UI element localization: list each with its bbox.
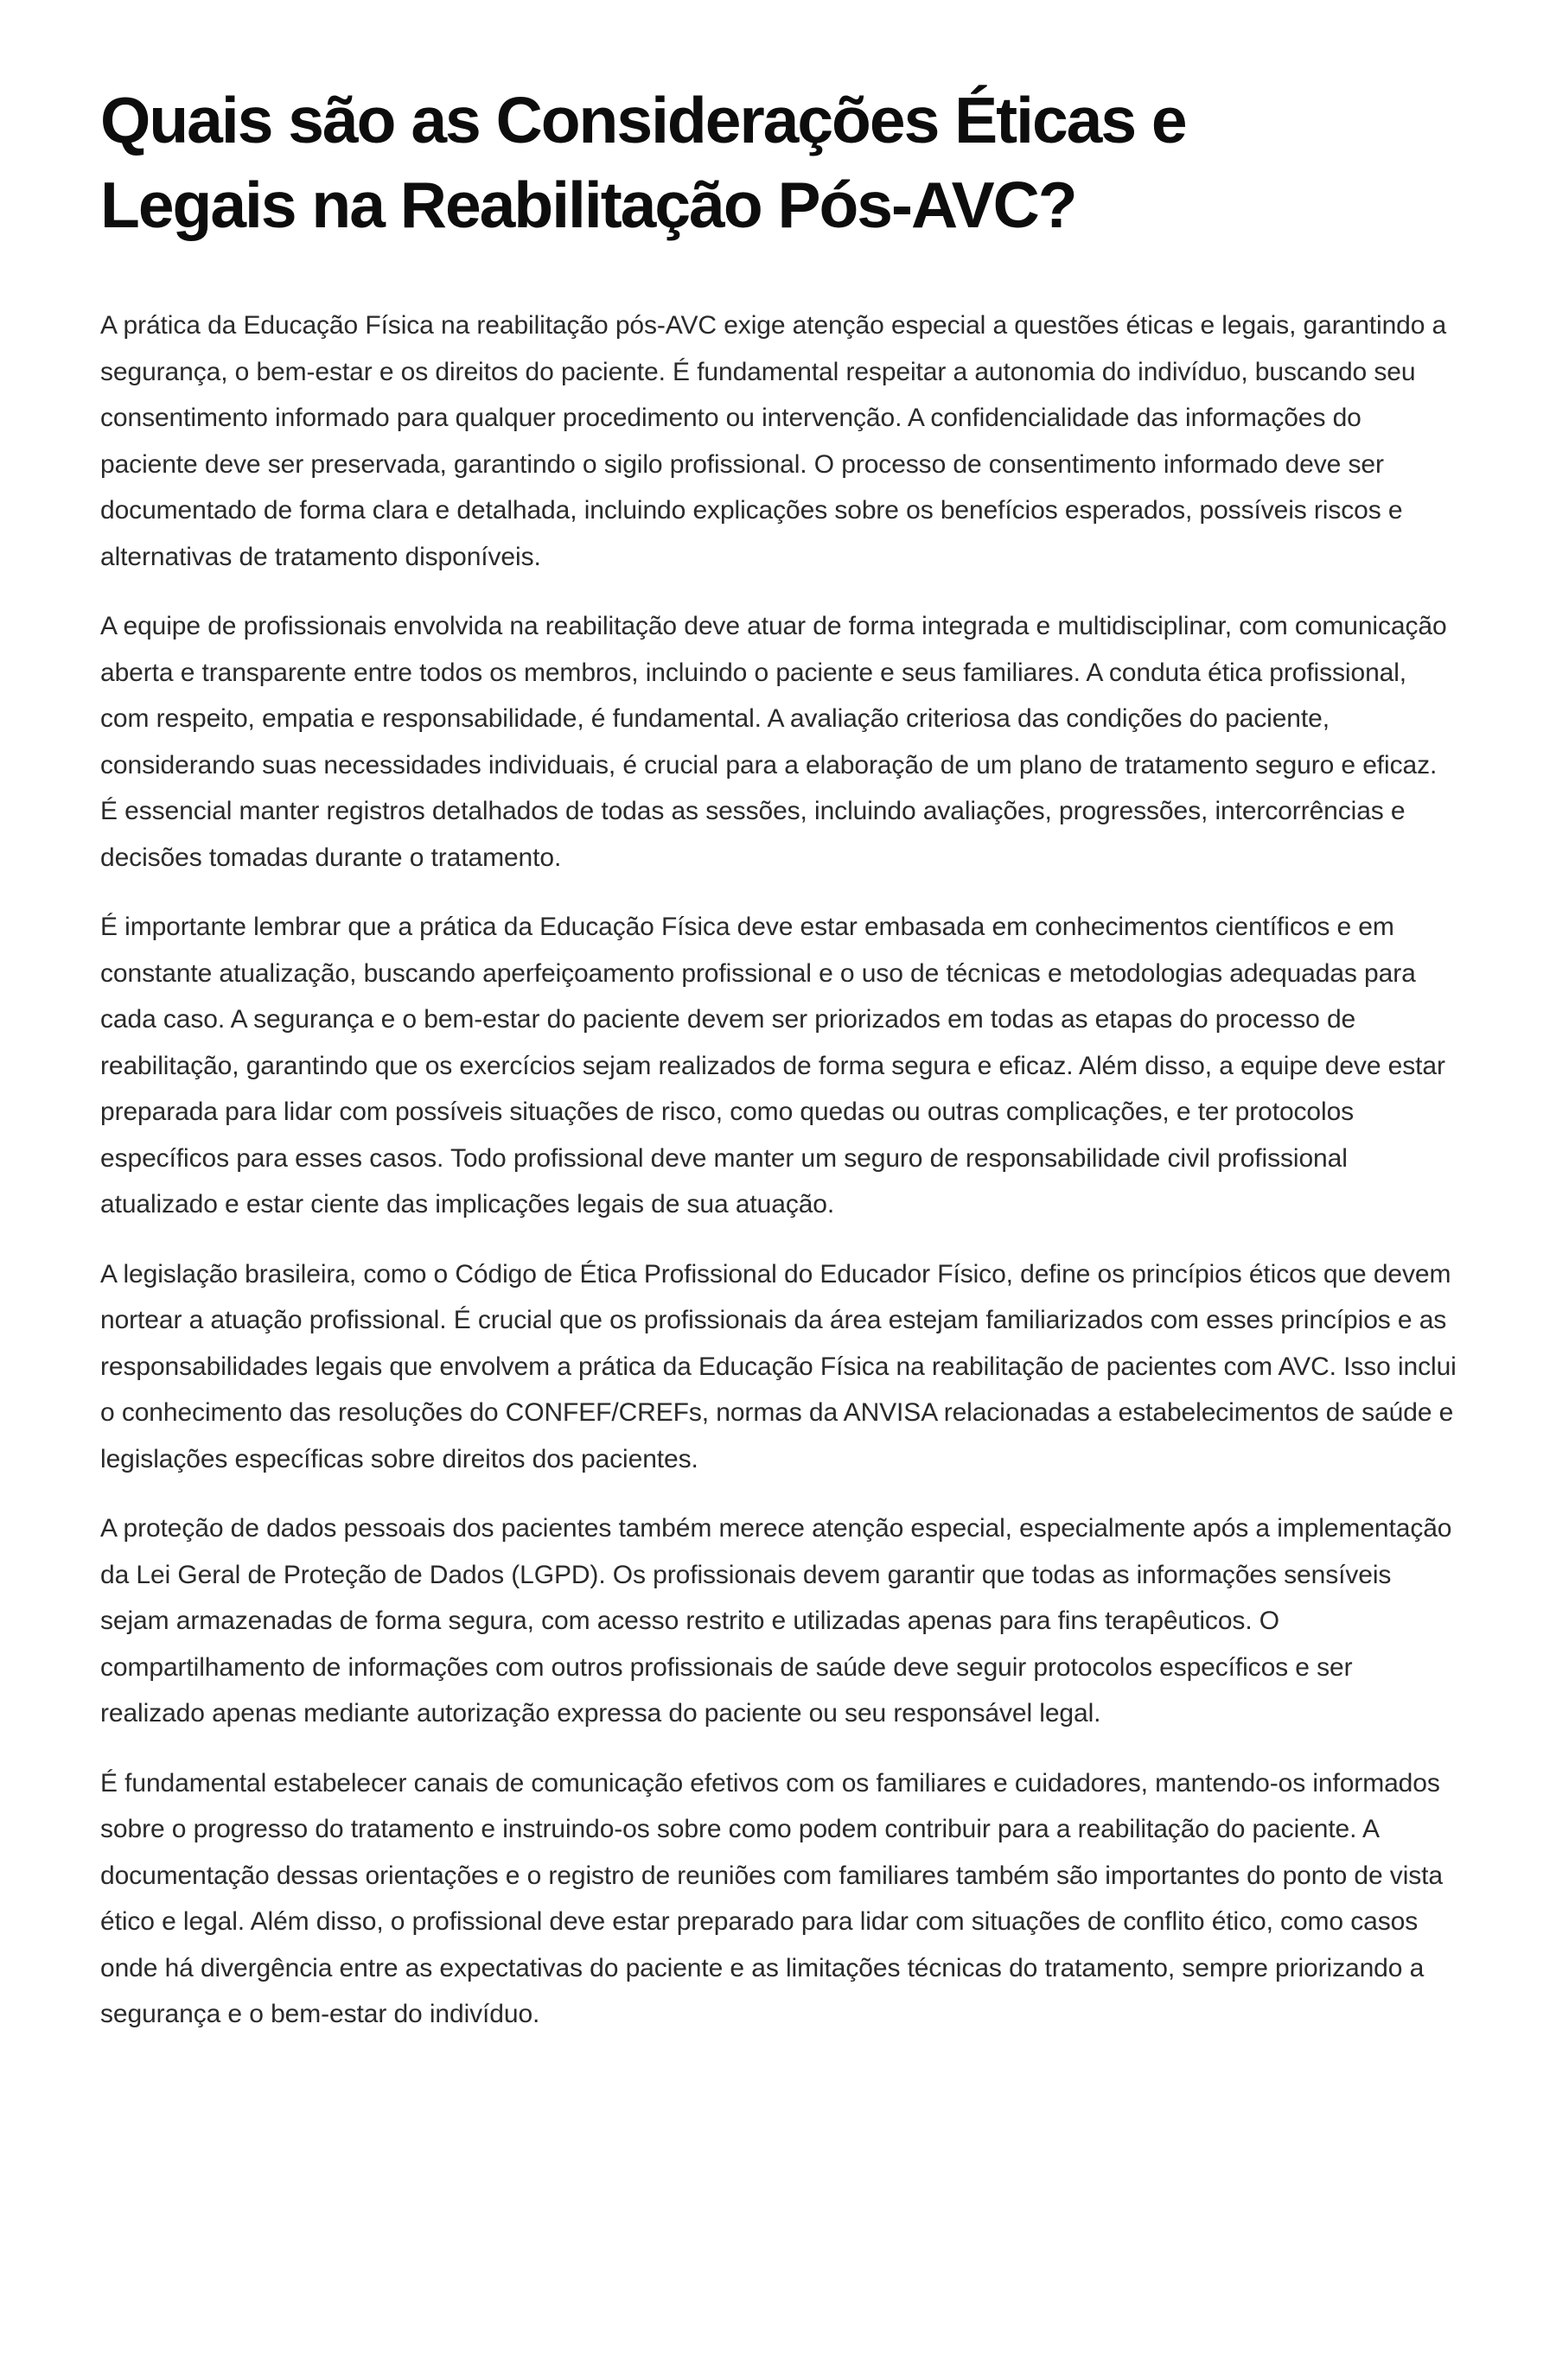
paragraph-6: É fundamental estabelecer canais de comunicação efetivos com os familiares e cuidadores, mantendo-os informados sobre o progresso do tratamento e instruindo-os sobre como podem contribuir para a reabilitação do paciente. A documentação dessas orientações e o registro de reuniões com familiares também são importantes do ponto de vista ético e legal. Além disso, o profissional deve estar preparado para lidar com situações de conflito ético, como casos onde há divergência entre as expectativas do paciente e as limitações técnicas do tratamento, sempre priorizando a segurança e o bem-estar do indivíduo.: [100, 1768, 1443, 2028]
paragraph-5: A proteção de dados pessoais dos pacientes também merece atenção especial, especialmente após a implementação da Lei Geral de Proteção de Dados (LGPD). Os profissionais devem garantir que todas as informações sensíveis sejam armazenadas de forma segura, com acesso restrito e utilizadas apenas para fins terapêuticos. O compartilhamento de informações com outros profissionais de saúde deve seguir protocolos específicos e ser realizado apenas mediante autorização expressa do paciente ou seu responsável legal.: [100, 1514, 1452, 1728]
paragraph-3: É importante lembrar que a prática da Educação Física deve estar embasada em conhecimentos científicos e em constante atualização, buscando aperfeiçoamento profissional e o uso de técnicas e metodologias adequadas para cada caso. A segurança e o bem-estar do paciente devem ser priorizados em todas as etapas do processo de reabilitação, garantindo que os exercícios sejam realizados de forma segura e eficaz. Além disso, a equipe deve estar preparada para lidar com possíveis situações de risco, como quedas ou outras complicações, e ter protocolos específicos para esses casos. Todo profissional deve manter um seguro de responsabilidade civil profissional atualizado e estar ciente das implicações legais de sua atuação.: [100, 913, 1445, 1219]
paragraph-2: A equipe de profissionais envolvida na reabilitação deve atuar de forma integrada e multidisciplinar, com comunicação aberta e transparente entre todos os membros, incluindo o paciente e seus familiares. A conduta ética profissional, com respeito, empatia e responsabilidade, é fundamental. A avaliação criteriosa das condições do paciente, considerando suas necessidades individuais, é crucial para a elaboração de um plano de tratamento seguro e eficaz. É essencial manter registros detalhados de todas as sessões, incluindo avaliações, progressões, intercorrências e decisões tomadas durante o tratamento.: [100, 612, 1447, 872]
paragraph-4: A legislação brasileira, como o Código de Ética Profissional do Educador Físico, define os princípios éticos que devem nortear a atuação profissional. É crucial que os profissionais da área estejam familiarizados com esses princípios e as responsabilidades legais que envolvem a prática da Educação Física na reabilitação de pacientes com AVC. Isso inclui o conhecimento das resoluções do CONFEF/CREFs, normas da ANVISA relacionadas a estabelecimentos de saúde e legislações específicas sobre direitos dos pacientes.: [100, 1259, 1457, 1473]
article-body: [100, 302, 1459, 2038]
paragraph-1: A prática da Educação Física na reabilitação pós-AVC exige atenção especial a questões éticas e legais, garantindo a segurança, o bem-estar e os direitos do paciente. É fundamental respeitar a autonomia do indivíduo, buscando seu consentimento informado para qualquer procedimento ou intervenção. A confidencialidade das informações do paciente deve ser preservada, garantindo o sigilo profissional. O processo de consentimento informado deve ser documentado de forma clara e detalhada, incluindo explicações sobre os benefícios esperados, possíveis riscos e alternativas de tratamento disponíveis.: [100, 311, 1447, 571]
page-title: Quais são as Considerações Éticas e Legais na Reabilitação Pós-AVC?: [100, 84, 1186, 241]
